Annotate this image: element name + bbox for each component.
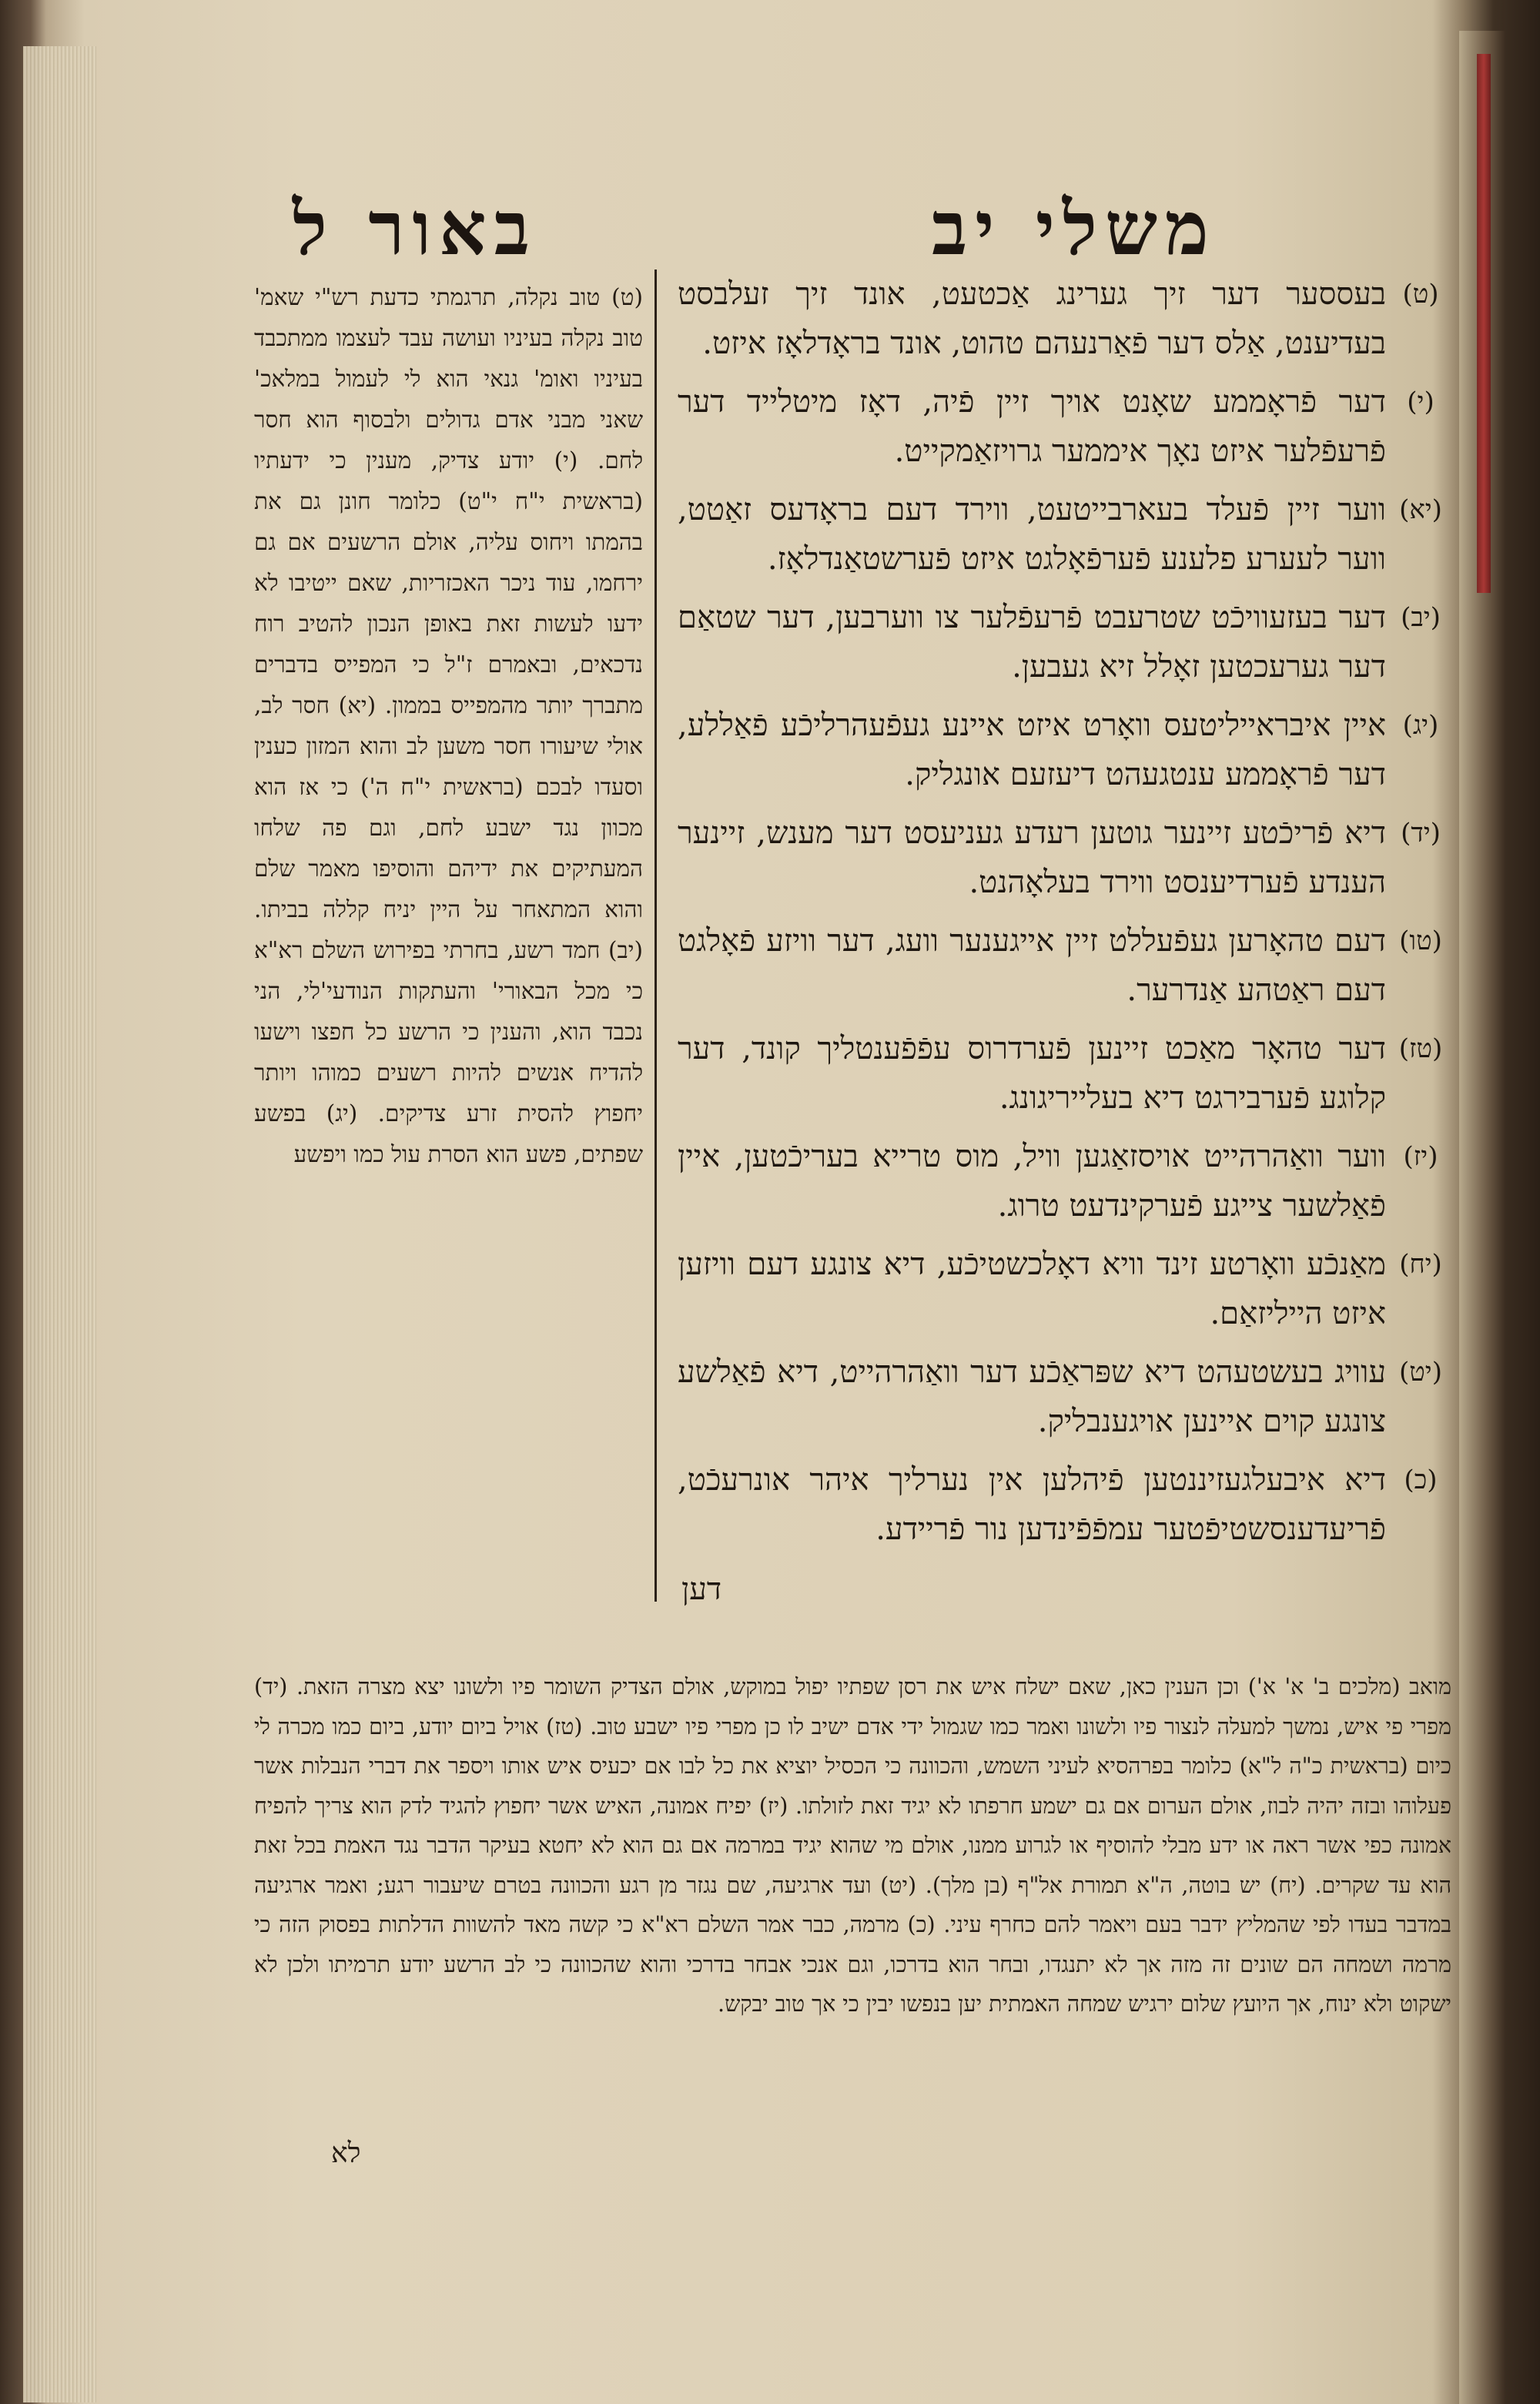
verse xyxy=(678,916,1455,1015)
verse-text: דיא איבעלגעזיננטען פֿיהלען אין נערליך איהר אונרעכֿט, פֿריעדענסשטיפֿטער עמפֿפֿינדען נור פֿריידע. xyxy=(678,1462,1386,1547)
catchword: דען xyxy=(681,1572,722,1607)
bookmark-ribbon xyxy=(1477,54,1491,593)
verse-number: (יז) xyxy=(1403,1141,1438,1172)
verse-text: ווער זיין פֿעלד בעארבייטעט, ווירד דעם בראָדעס זאַטט, ווער לעערע פלענע פֿערפֿאָלגט איזט פֿערשטאַנדלאָז. xyxy=(678,492,1386,577)
verse-number: (טו) xyxy=(1399,926,1442,956)
verse-number: (יח) xyxy=(1399,1249,1442,1280)
verse xyxy=(678,377,1455,476)
verse-number: (יד) xyxy=(1401,818,1441,849)
verse xyxy=(678,593,1455,691)
column-divider xyxy=(654,270,657,1602)
verse xyxy=(678,809,1455,907)
verse-text: ווער וואַהרהייט אויסזאַגען וויל, מוס טרייא בעריכֿטען, איין פֿאַלשער צייגע פֿערקינדעט טרוג. xyxy=(678,1139,1386,1224)
verse-number: (טז) xyxy=(1398,1033,1443,1064)
verse-text: דעם טהאָרען געפֿעללט זיין אייגענער וועג, דער וויזע פֿאָלגט דעם ראַטהע אַנדרער. xyxy=(678,923,1386,1008)
header-book-title: משלי יב xyxy=(932,185,1217,272)
verse-text: דער בעזעוויכֿט שטרעבט פֿרעפֿלער צו ווערבען, דער שטאַם דער גערעכטען זאָלל זיא געבען. xyxy=(678,600,1386,685)
verse xyxy=(678,270,1455,368)
commentary-column: (ט) טוב נקלה, תרגמתי כדעת רש"י שאמ' טוב נקלה בעיניו ועושה עבד לעצמו ממתכבד בעיניו ואומ' גנאי הוא לי לעמול במלאכ' שאני מבני אדם גדולים ולבסוף הוא חסר לחם. (י) יודע צדיק, מענין כי ידעתיו (בראשית י"ח י"ט) כלומר חונן גם את בהמתו ויחוס עליה, אולם הרשעים אם גם ירחמו, עוד ניכר האכזריות, שאם ייטיבו לא ידעו לעשות זאת באופן הנכון להטיב רוח נדכאים, ובאמרם ז"ל כי המפייס בדברים מתברך יותר מהמפייס בממון. (יא) חסר לב, אולי שיעורו חסר משען לב והוא המזון כענין וסעדו לבכם (בראשית י"ח ה') כי אז הוא מכוון נגד ישבע לחם, וגם פה שלחו המעתיקים את ידיהם והוסיפו מאמר שלם והוא המתאחר על היין יניח קללה בביתו. (יב) חמד רשע, בחרתי בפירוש השלם רא"א כי מכל הבאורי' והעתקות הנודעי'לי, הני נכבד הוא, והענין כי הרשע כל חפצו וישעו להדיח אנשים להיות רשעים כמוהו ויותר יחפוץ להסית זרע צדיקים. (יג) בפשע שפתים, פשע הוא הסרת עול כמו ויפשע xyxy=(254,284,643,1167)
page-edges-left xyxy=(23,46,96,2402)
commentary-footer: מואב (מלכים ב' א' א') וכן הענין כאן, שאם ישלח איש את רסן שפתיו יפול במוקש, אולם הצדיק השומר פיו ולשונו יצא מצרה הזאת. (יד) מפרי פי איש, נמשך למעלה לנצור פיו ולשונו ואמר כמו שגמול ידי אדם ישיב לו כן מפרי פיו ישבע טוב. (טז) אויל ביום יודע, ביום כמו מכרה לי כיום (בראשית כ"ה ל"א) כלומר בפרהסיא לעיני השמש, והכוונה כי הכסיל יוציא את כל לבו אם יכעיס איש אותו ויספר את דברי הנבלות אשר פעלוהו ובזה יהיה לבוז, אולם הערום אם גם ישמע חרפתו לא יגיד זאת לזולתו. (יז) יפיח אמונה, האיש אשר יחפוץ להגיד לדק הוא צריך להפיח אמונה כפי אשר ראה או ידע מבלי להוסיף או לגרוע ממנו, אולם מי שהוא יגיד במרמה אם גם הוא לא יחטא בעיקר הדבר נגד האמת בכל זאת הוא עד שקרים. (יח) יש בוטה, ה"א תמורת אל"ף (בן מלך). (יט) ועד ארגיעה, שם נגזר מן רגע והכוונה בטרם שיעבור רגע; ואמר ארגיעה במדבר בעדו לפי שהמליץ ידבר בעם ויאמר להם כחרף עיני. (כ) מרמה, כבר אמר השלם רא"א כי קשה מאד להשוות הדלתות בפסוק הזה כי מרמה ושמחה הם שונים זה מזה אך לא יתנגדו, ובחר הוא בדרכו, וגם אנכי אבחר בדרכי והוא שהכוונה כי לב הרשע יודע תרמיתו ולכן לא ישקוט ולא ינוח, אך היועץ שלום ירגיש שמחה האמתית יען בנפשו יבין כי אך טוב יבקש. xyxy=(254,1674,1451,2017)
verse xyxy=(678,1348,1455,1446)
header-commentary-title: באור ל xyxy=(293,185,537,272)
verse-number: (יג) xyxy=(1402,710,1439,741)
verse-text: בעססער דער זיך גערינג אַכטעט, אונד זיך זעלבסט בעדיענט, אַלס דער פֿאַרנעהם טהוט, אונד בראָדלאָז איזט. xyxy=(678,276,1386,361)
verse xyxy=(678,1240,1455,1338)
verse-text: איין איבראייליטעס וואָרט איזט איינע געפֿעהרליכֿע פֿאַללע, דער פֿראָממע ענטגעהט דיעזעם אונגליק. xyxy=(678,708,1386,792)
verse xyxy=(678,1455,1455,1554)
verse-text: דיא פֿריכֿטע זיינער גוטען רעדע געניעסט דער מענש, זיינער הענדע פֿערדיענסט ווירד בעלאָהנט. xyxy=(678,815,1386,900)
verse-number: (י) xyxy=(1407,387,1435,417)
verse-text: דער טהאָר מאַכט זיינען פֿערדרוס עפֿפֿענטליך קונד, דער קלוגע פֿערבירגט דיא בעלייריגונג. xyxy=(678,1031,1386,1116)
verse xyxy=(678,1024,1455,1123)
verse-text: עוויג בעשטעהט דיא שפּראַכֿע דער וואַהרהייט, דיא פֿאַלשע צונגע קוים איינען אויגענבליק. xyxy=(678,1354,1387,1439)
main-text-column xyxy=(678,270,1455,1563)
verse xyxy=(678,701,1455,799)
verse xyxy=(678,1132,1455,1230)
signature-mark: לא xyxy=(331,2138,361,2169)
verse-number: (ט) xyxy=(1402,279,1439,310)
verse xyxy=(678,485,1455,584)
verse-text: מאַנכֿע וואָרטע זינד וויא דאָלכשטיכֿע, דיא צונגע דעם וויזען איזט הייליזאַם. xyxy=(678,1247,1386,1331)
verse-number: (יט) xyxy=(1399,1357,1442,1388)
verse-number: (כ) xyxy=(1404,1465,1438,1495)
verse-number: (יא) xyxy=(1399,494,1442,525)
verse-text: דער פֿראָממע שאָנט אויך זיין פֿיה, דאָז מיטלייד דער פֿרעפֿלער איזט נאָך איממער גרויזאַמקייט. xyxy=(678,384,1386,469)
verse-number: (יב) xyxy=(1401,602,1441,633)
